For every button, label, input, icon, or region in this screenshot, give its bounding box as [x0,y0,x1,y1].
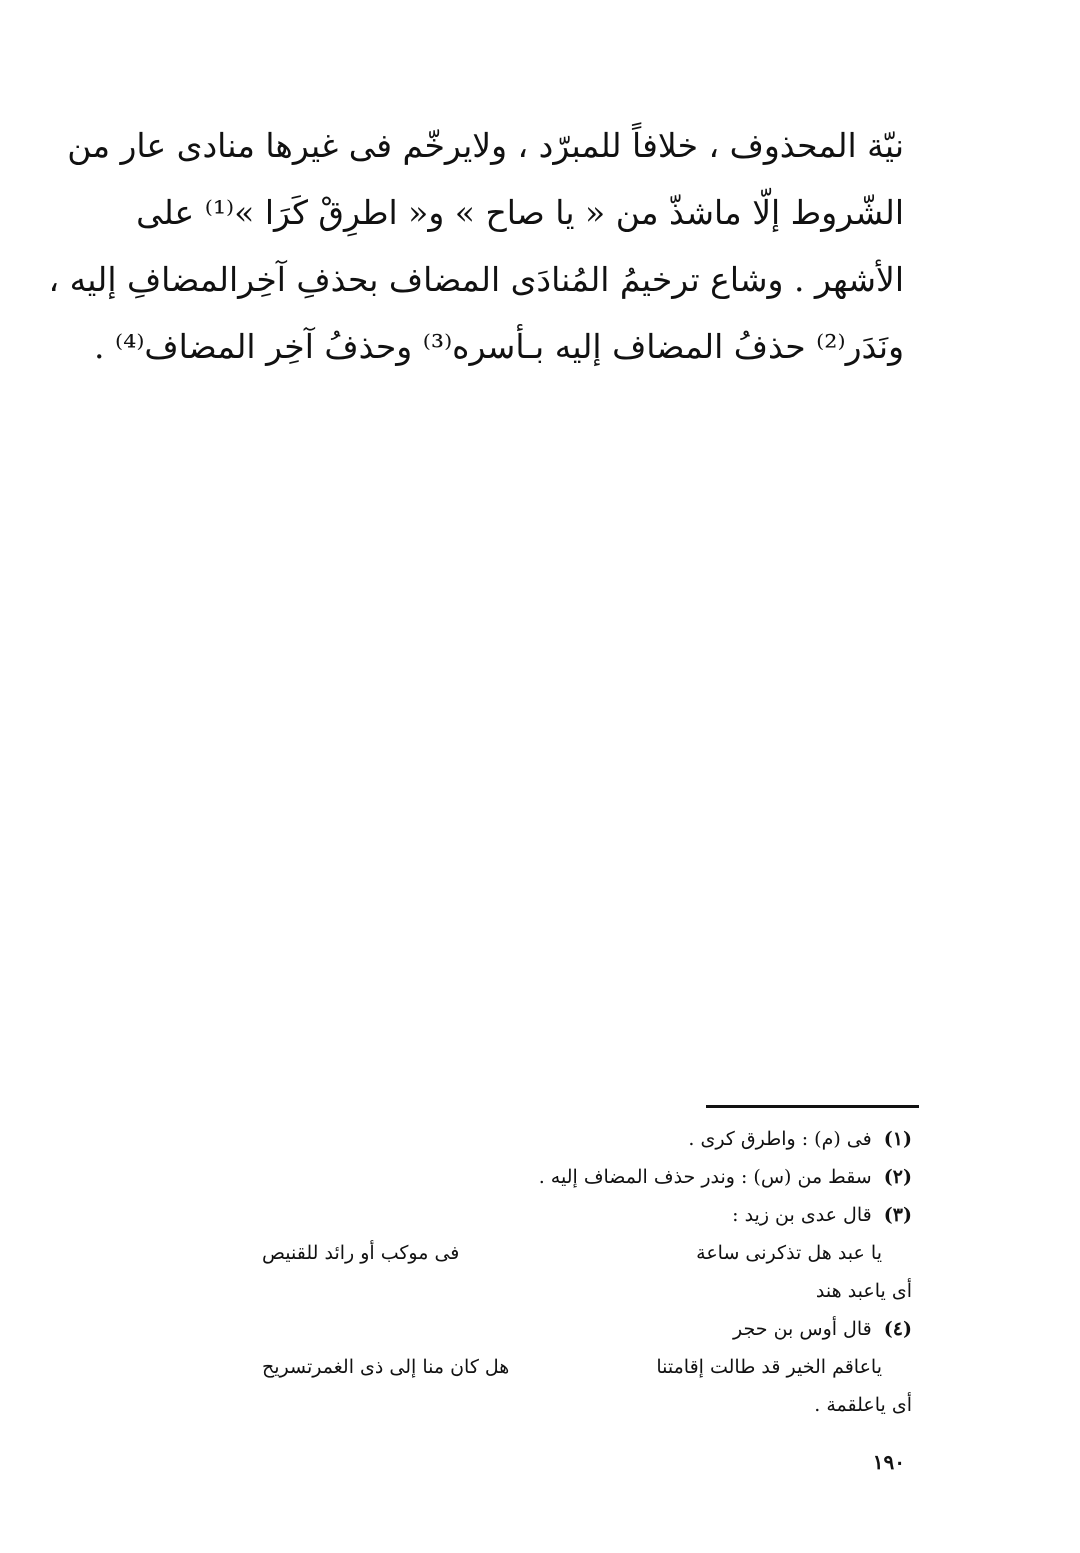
poem-verse [262,1348,882,1386]
verse-second-hemistich: هل كان منا إلى ذى الغمرتسريح [262,1356,510,1378]
footnote-2 [260,1158,912,1196]
footnote-number: (٣) [883,1204,912,1226]
main-text-line: الشّروط إلّا ماشذّ من « يا صاح » و« اطرِقْ كَرَا »⁽¹⁾ على [136,193,904,232]
footnote-text: فى (م) : واطرق كرى . [688,1128,872,1150]
footnote-number: (١) [883,1128,912,1150]
poem-verse [262,1234,882,1272]
main-text-block [48,112,904,380]
footnote-gloss: أى ياعبد هند [815,1280,912,1302]
footnote-gloss: أى ياعلقمة . [814,1394,912,1416]
page-number: ١٩٠ [872,1450,905,1474]
main-text-line: الأشهر . وشاع ترخيمُ المُنادَى المضاف بحذفِ آخِرالمضافِ إليه ، [48,260,904,299]
footnote-number: (٢) [883,1166,912,1188]
footnote-text: قال عدى بن زيد : [732,1204,872,1226]
footnote-4 [260,1310,912,1348]
footnote-3 [260,1196,912,1234]
main-text-line: ونَدَر⁽²⁾ حذفُ المضاف إليه بـأسره⁽³⁾ وحذفُ آخِر المضاف⁽⁴⁾ . [93,327,904,366]
footnote-1 [260,1120,912,1158]
footnotes [260,1120,912,1424]
footnote-number: (٤) [883,1318,912,1340]
verse-second-hemistich: فى موكب أو رائد للقنيص [262,1242,460,1264]
footnote-text: قال أوس بن حجر [733,1318,872,1340]
footnote-text: سقط من (س) : وندر حذف المضاف إليه . [538,1166,872,1188]
verse-first-hemistich: يا عبد هل تذكرنى ساعة [696,1242,882,1264]
main-text-line: نيّة المحذوف ، خلافاً للمبرّد ، ولايرخّم فى غيرها منادى عار من [67,126,904,165]
footnote-separator [706,1105,919,1108]
verse-first-hemistich: ياعاقم الخير قد طالت إقامتنا [656,1356,882,1378]
